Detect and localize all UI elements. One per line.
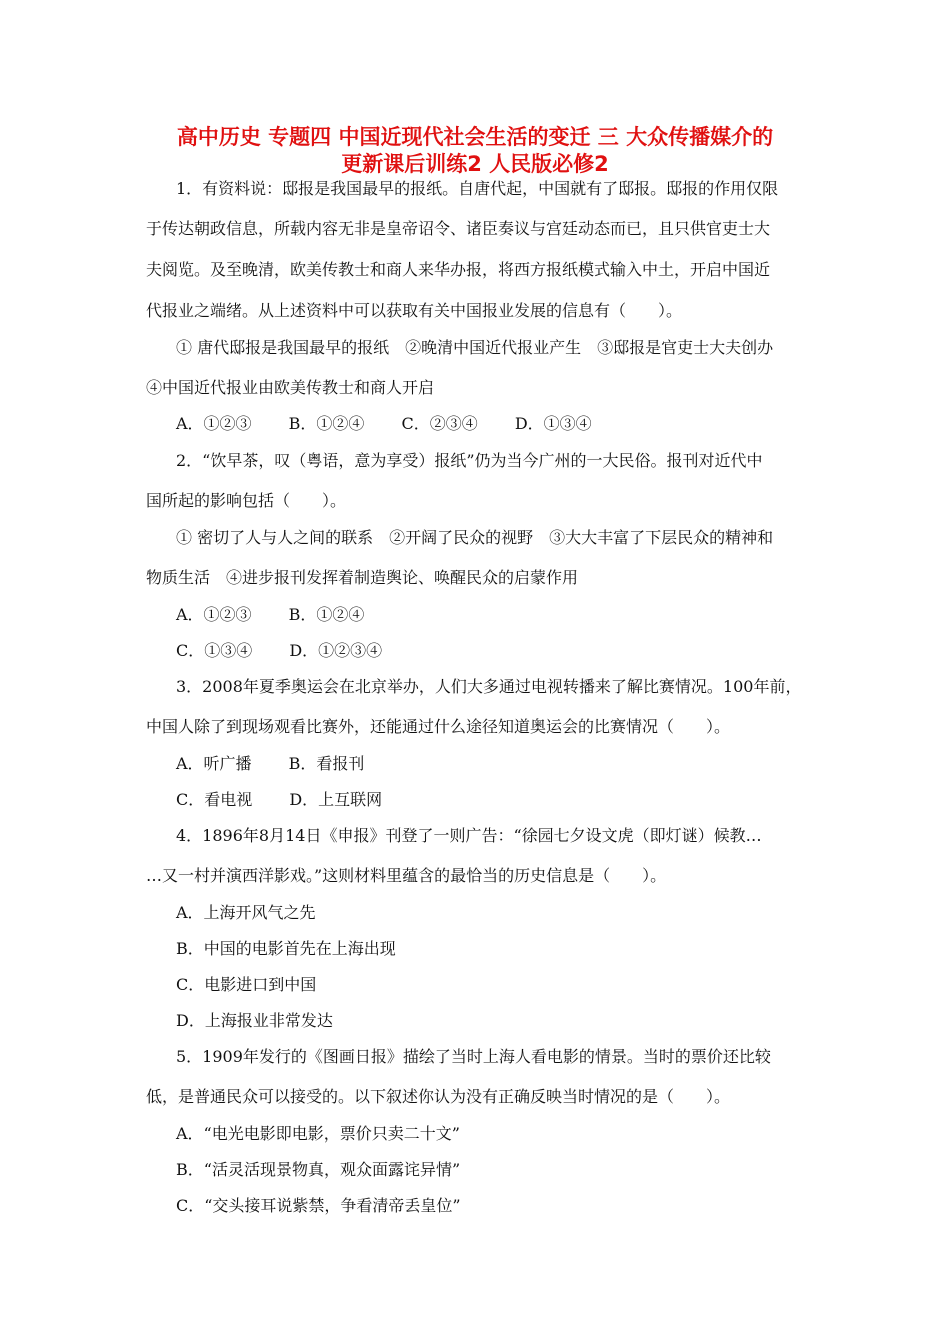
question-3-text: 中国人除了到现场观看比赛外，还能通过什么途径知道奥运会的比赛情况（ ）。 bbox=[146, 717, 731, 736]
question-2-statements: 物质生活 ④进步报刊发挥着制造舆论、唤醒民众的启蒙作用 bbox=[146, 568, 579, 587]
question-1-text: 代报业之端绪。从上述资料中可以获取有关中国报业发展的信息有（ ）。 bbox=[146, 301, 683, 320]
document-title-line-1: 高中历史 专题四 中国近现代社会生活的变迁 三 大众传播媒介的 bbox=[176, 125, 774, 149]
question-5-text: 低，是普通民众可以接受的。以下叙述你认为没有正确反映当时情况的是（ ）。 bbox=[146, 1087, 731, 1106]
question-4-option-a: A．上海开风气之先 bbox=[176, 903, 316, 922]
question-1-options: A．①②③ B．①②④ C．②③④ D．①③④ bbox=[176, 414, 592, 433]
document-title-line-2: 更新课后训练2 人民版必修2 bbox=[341, 152, 609, 176]
question-4-text: …又一村并演西洋影戏。”这则材料里蕴含的最恰当的历史信息是（ ）。 bbox=[146, 866, 667, 885]
question-2-options: C．①③④ D．①②③④ bbox=[176, 641, 383, 660]
question-2-text: 国所起的影响包括（ ）。 bbox=[146, 491, 347, 510]
question-1-text: 1．有资料说：邸报是我国最早的报纸。自唐代起，中国就有了邸报。邸报的作用仅限 bbox=[176, 179, 779, 198]
question-5-text: 5．1909年发行的《图画日报》描绘了当时上海人看电影的情景。当时的票价还比较 bbox=[176, 1047, 771, 1066]
question-4-option-d: D．上海报业非常发达 bbox=[176, 1011, 333, 1030]
question-5-option-c: C．“交头接耳说紫禁，争看清帝丢皇位” bbox=[176, 1196, 461, 1215]
question-5-option-a: A．“电光电影即电影，票价只卖二十文” bbox=[176, 1124, 460, 1143]
question-1-statements: ④中国近代报业由欧美传教士和商人开启 bbox=[146, 378, 435, 397]
question-5-option-b: B．“活灵活现景物真，观众面露诧异情” bbox=[176, 1160, 461, 1179]
question-4-option-c: C．电影进口到中国 bbox=[176, 975, 317, 994]
question-4-option-b: B．中国的电影首先在上海出现 bbox=[176, 939, 396, 958]
question-2-text: 2．“饮早茶，叹（粤语，意为享受）报纸”仍为当今广州的一大民俗。报刊对近代中 bbox=[176, 451, 763, 470]
question-4-text: 4．1896年8月14日《申报》刊登了一则广告：“徐园七夕设文虎（即灯谜）候教… bbox=[176, 826, 762, 845]
question-1-text: 于传达朝政信息，所载内容无非是皇帝诏令、诸臣奏议与宫廷动态而已，且只供官吏士大 bbox=[146, 219, 771, 238]
question-3-options: C．看电视 D．上互联网 bbox=[176, 790, 383, 809]
question-3-text: 3．2008年夏季奥运会在北京举办，人们大多通过电视转播来了解比赛情况。100年前， bbox=[176, 677, 802, 696]
question-1-statements: ① 唐代邸报是我国最早的报纸 ②晚清中国近代报业产生 ③邸报是官吏士大夫创办 bbox=[176, 338, 774, 357]
question-3-options: A．听广播 B．看报刊 bbox=[176, 754, 365, 773]
question-1-text: 夫阅览。及至晚清，欧美传教士和商人来华办报，将西方报纸模式输入中土，开启中国近 bbox=[146, 260, 771, 279]
question-2-options: A．①②③ B．①②④ bbox=[176, 605, 365, 624]
question-2-statements: ① 密切了人与人之间的联系 ②开阔了民众的视野 ③大大丰富了下层民众的精神和 bbox=[176, 528, 774, 547]
